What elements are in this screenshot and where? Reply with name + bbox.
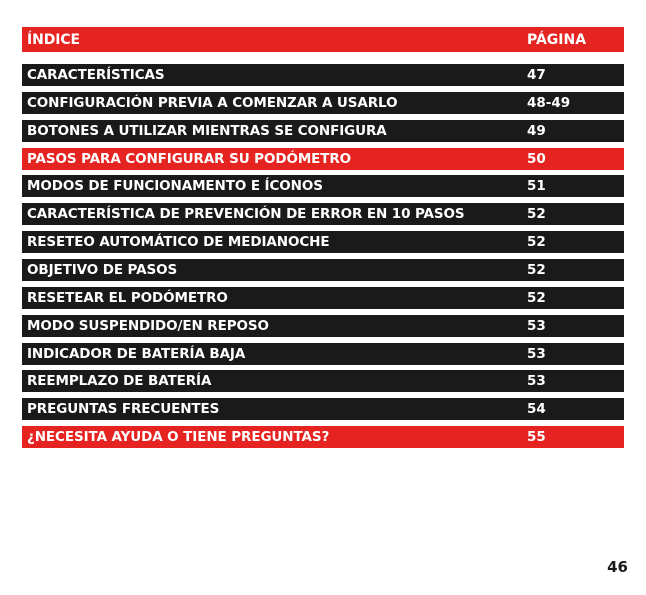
index-entry-page: 53 xyxy=(527,346,546,362)
index-entry-row[interactable] xyxy=(22,92,624,114)
index-header xyxy=(22,27,624,52)
index-entry-page: 52 xyxy=(527,234,546,250)
index-entry-row[interactable] xyxy=(22,343,624,365)
index-entry-row[interactable] xyxy=(22,398,624,420)
index-entry-row[interactable] xyxy=(22,64,624,86)
index-entry-title: REEMPLAZO DE BATERÍA xyxy=(27,373,212,389)
page-number: 46 xyxy=(607,558,628,576)
index-entry-page: 53 xyxy=(527,373,546,389)
index-entry-row[interactable] xyxy=(22,120,624,142)
index-entry-title: RESETEO AUTOMÁTICO DE MEDIANOCHE xyxy=(27,234,330,250)
index-entry-title: MODOS DE FUNCIONAMENTO E ÍCONOS xyxy=(27,178,323,194)
index-entry-row[interactable] xyxy=(22,231,624,253)
index-entry-row[interactable] xyxy=(22,148,624,170)
index-entry-row[interactable] xyxy=(22,175,624,197)
index-entry-row[interactable] xyxy=(22,287,624,309)
index-entry-title: RESETEAR EL PODÓMETRO xyxy=(27,290,228,306)
index-entry-page: 52 xyxy=(527,206,546,222)
index-entry-title: CARACTERÍSTICAS xyxy=(27,67,165,83)
index-entry-page: 54 xyxy=(527,401,546,417)
index-entry-row[interactable] xyxy=(22,370,624,392)
index-entry-page: 47 xyxy=(527,67,546,83)
index-entry-title: BOTONES A UTILIZAR MIENTRAS SE CONFIGURA xyxy=(27,123,387,139)
index-entry-title: PASOS PARA CONFIGURAR SU PODÓMETRO xyxy=(27,151,352,167)
index-entry-row[interactable] xyxy=(22,315,624,337)
index-entry-page: 52 xyxy=(527,290,546,306)
index-entry-row[interactable] xyxy=(22,203,624,225)
index-entry-page: 50 xyxy=(527,151,546,167)
index-entry-page: 48-49 xyxy=(527,95,571,111)
index-entry-title: OBJETIVO DE PASOS xyxy=(27,262,178,278)
index-entry-title: MODO SUSPENDIDO/EN REPOSO xyxy=(27,318,269,334)
index-entry-row[interactable] xyxy=(22,426,624,448)
index-entry-page: 51 xyxy=(527,178,546,194)
index-entry-row[interactable] xyxy=(22,259,624,281)
index-entry-title: CONFIGURACIÓN PREVIA A COMENZAR A USARLO xyxy=(27,95,398,111)
index-entry-title: CARACTERÍSTICA DE PREVENCIÓN DE ERROR EN 10 PASOS xyxy=(27,206,465,222)
index-entry-page: 53 xyxy=(527,318,546,334)
index-entry-page: 52 xyxy=(527,262,546,278)
index-entry-title: ¿NECESITA AYUDA O TIENE PREGUNTAS? xyxy=(27,429,330,445)
index-entry-title: INDICADOR DE BATERÍA BAJA xyxy=(27,346,246,362)
index-entry-page: 55 xyxy=(527,429,546,445)
index-entry-title: PREGUNTAS FRECUENTES xyxy=(27,401,220,417)
index-header-page-label: PÁGINA xyxy=(527,31,587,48)
index-header-title: ÍNDICE xyxy=(27,31,80,48)
index-entry-page: 49 xyxy=(527,123,546,139)
